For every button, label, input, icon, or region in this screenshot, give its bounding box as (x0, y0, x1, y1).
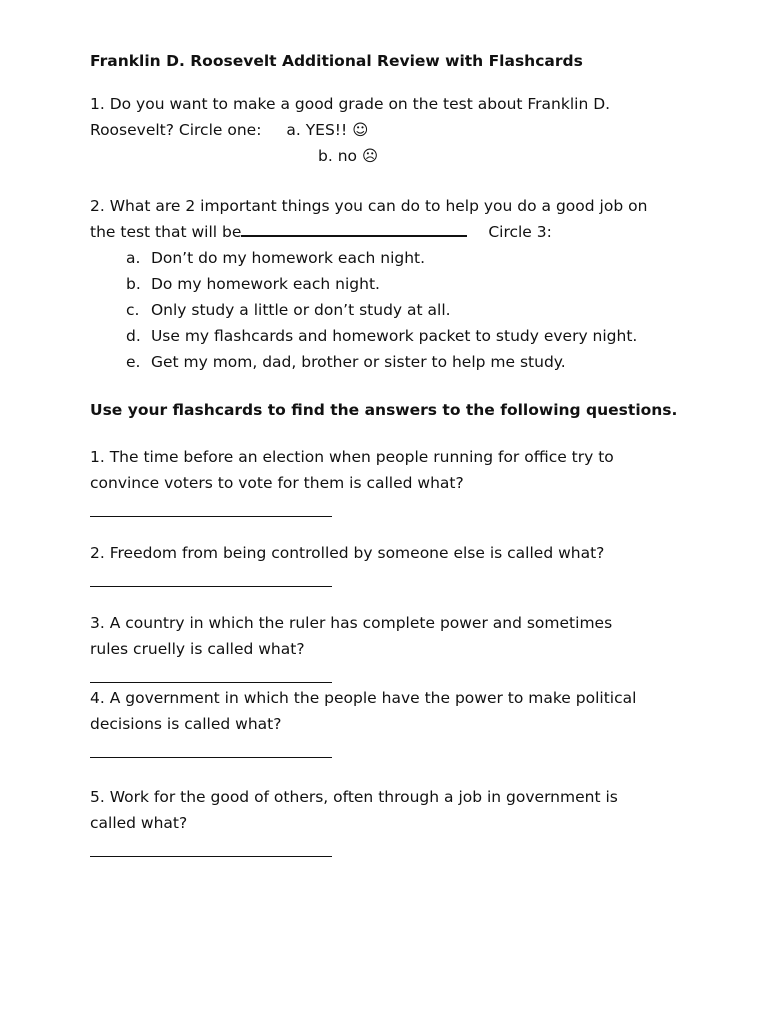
intro-q1-line2 (90, 117, 690, 143)
choice-letter: a. (126, 249, 141, 267)
intro-q2-prompt: the test that will be (90, 223, 242, 241)
question-5-line2: called what? (90, 814, 188, 832)
choice-letter: c. (126, 301, 140, 319)
question-3-line1: 3. A country in which the ruler has complete power and sometimes (90, 614, 613, 632)
question-5-line1: 5. Work for the good of others, often through a job in government is (90, 788, 618, 806)
question-4-line2: decisions is called what? (90, 715, 282, 733)
intro-q1-option-a: a. YES!! ☺ (286, 121, 369, 139)
choice-item (126, 271, 690, 297)
choice-text: Only study a little or don’t study at all. (150, 301, 451, 319)
question-3-answer-line[interactable] (90, 662, 332, 683)
intro-q2-choices (90, 245, 690, 375)
question-4-answer-line[interactable] (90, 737, 332, 758)
worksheet-page (90, 48, 690, 857)
question-3 (90, 610, 690, 683)
question-1-answer-line[interactable] (90, 496, 332, 517)
choice-text: Use my flashcards and homework packet to study every night. (150, 327, 638, 345)
question-3-line2: rules cruelly is called what? (90, 640, 305, 658)
choice-text: Get my mom, dad, brother or sister to help me study. (150, 353, 566, 371)
choice-text: Do my homework each night. (150, 275, 380, 293)
instructions: Use your flashcards to find the answers to the following questions. (90, 401, 678, 419)
question-4 (90, 685, 690, 758)
question-5-answer-line[interactable] (90, 836, 332, 857)
question-1 (90, 444, 690, 517)
intro-q1-option-b: b. no ☹ (318, 147, 379, 165)
intro-q1-line1: 1. Do you want to make a good grade on the test about Franklin D. (90, 95, 611, 113)
choice-item (126, 323, 690, 349)
question-1-line2: convince voters to vote for them is called what? (90, 474, 464, 492)
worksheet-title: Franklin D. Roosevelt Additional Review with Flashcards (90, 52, 583, 70)
choice-letter: d. (126, 327, 141, 345)
choice-letter: b. (126, 275, 141, 293)
choice-item (126, 297, 690, 323)
choice-item (126, 349, 690, 375)
question-2-answer-line[interactable] (90, 566, 332, 587)
question-4-line1: 4. A government in which the people have the power to make political (90, 689, 637, 707)
question-1-line1: 1. The time before an election when people running for office try to (90, 448, 614, 466)
intro-question-2 (90, 193, 690, 375)
intro-q2-line1: 2. What are 2 important things you can do to help you do a good job on (90, 197, 648, 215)
intro-q2-circle-label: Circle 3: (488, 223, 552, 241)
test-date-blank[interactable] (241, 220, 467, 237)
question-2 (90, 540, 690, 587)
choice-item (126, 245, 690, 271)
choice-text: Don’t do my homework each night. (150, 249, 426, 267)
question-2-line1: 2. Freedom from being controlled by someone else is called what? (90, 544, 605, 562)
intro-q2-line2 (90, 219, 690, 245)
intro-q1-prompt: Roosevelt? Circle one: (90, 121, 262, 139)
choice-letter: e. (126, 353, 141, 371)
question-5 (90, 784, 690, 857)
intro-question-1 (90, 91, 690, 169)
